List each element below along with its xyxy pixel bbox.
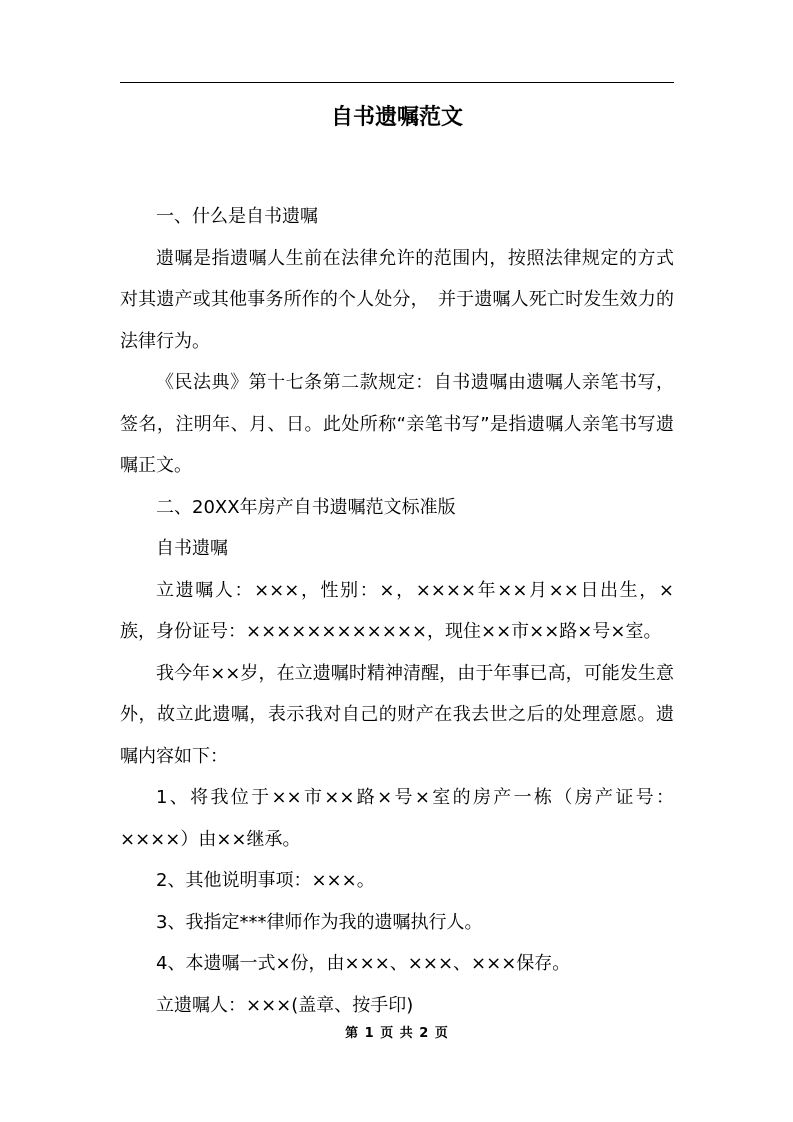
- paragraph-intent: 我今年××岁，在立遗嘱时精神清醒，由于年事已高，可能发生意外，故立此遗嘱，表示我对自己的财产在我去世之后的处理意愿。遗嘱内容如下：: [120, 662, 674, 767]
- will-title: 自书遗嘱: [156, 538, 228, 559]
- paragraph-civil-code: 《民法典》第十七条第二款规定：自书遗嘱由遗嘱人亲笔书写，签名，注明年、月、日。此处所称“亲笔书写”是指遗嘱人亲笔书写遗嘱正文。: [120, 372, 674, 476]
- page-number: 第 1 页 共 2 页: [345, 1026, 449, 1041]
- document-title: 自书遗嘱范文: [330, 105, 463, 130]
- header-rule: [120, 82, 674, 83]
- will-item-4: 4、本遗嘱一式×份，由×××、×××、×××保存。: [156, 953, 571, 974]
- will-item-3: 3、我指定***律师作为我的遗嘱执行人。: [156, 911, 483, 933]
- paragraph-definition: 遗嘱是指遗嘱人生前在法律允许的范围内，按照法律规定的方式对其遗产或其他事务所作的个人处分， 并于遗嘱人死亡时发生效力的法律行为。: [120, 247, 674, 352]
- will-item-2: 2、其他说明事项：×××。: [156, 870, 375, 891]
- testator-signature-line: 立遗嘱人：×××(盖章、按手印): [156, 994, 414, 1016]
- section-heading-what-is: 一、什么是自书遗嘱: [156, 206, 318, 227]
- will-item-1: 1、将我位于××市××路×号×室的房产一栋（房产证号：××××）由××继承。: [120, 787, 674, 850]
- document-body: [120, 196, 674, 1026]
- paragraph-testator-info: 立遗嘱人：×××，性别：×，××××年××月××日出生，×族，身份证号：××××××××××××，现住××市××路×号×室。: [120, 579, 674, 642]
- section-heading-template: 二、20XX年房产自书遗嘱范文标准版: [156, 496, 456, 518]
